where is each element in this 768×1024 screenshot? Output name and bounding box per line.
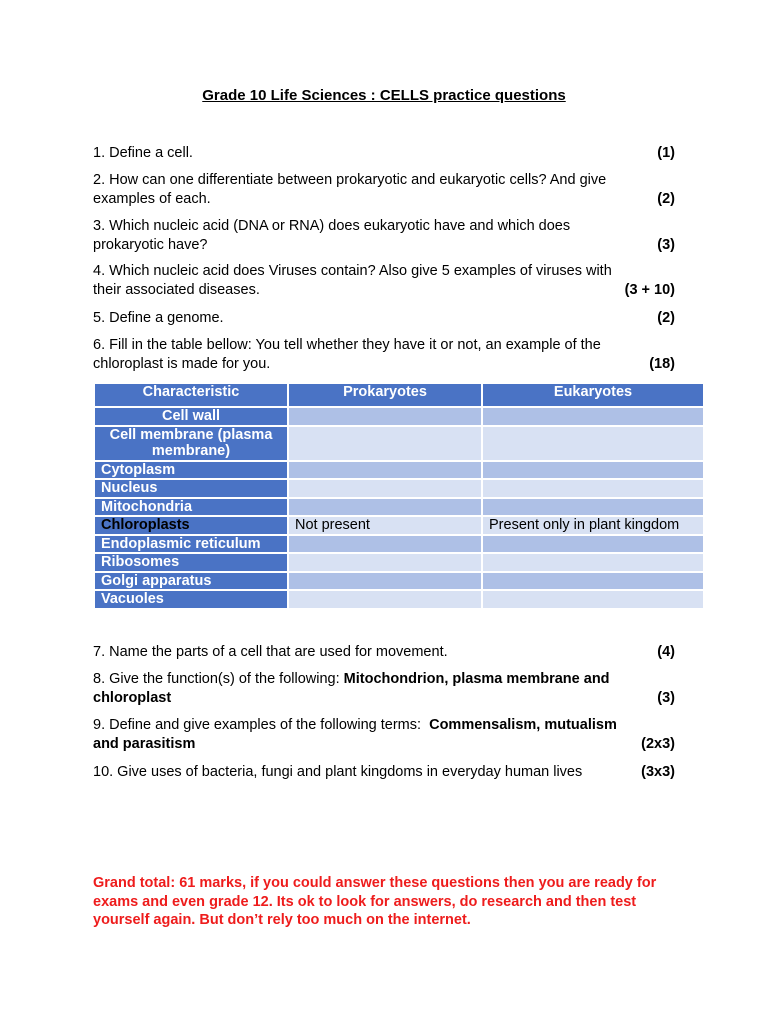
eukaryotes-cell[interactable]: [483, 408, 703, 425]
question-text: prokaryotic have?: [93, 236, 208, 253]
table-row: [95, 499, 703, 516]
eukaryotes-cell[interactable]: [483, 427, 703, 460]
question-text: 5. Define a genome.: [93, 310, 224, 326]
row-label: Mitochondria: [95, 499, 287, 516]
row-label: Chloroplasts: [95, 517, 287, 534]
row-label: Ribosomes: [95, 554, 287, 571]
question-text: 8. Give the function(s) of the following:: [93, 671, 344, 687]
table-row: [95, 408, 703, 425]
eukaryotes-cell[interactable]: [483, 591, 703, 608]
eukaryotes-cell[interactable]: [483, 554, 703, 571]
prokaryotes-cell[interactable]: [289, 573, 481, 590]
prokaryotes-cell[interactable]: Not present: [289, 517, 481, 534]
row-label: Nucleus: [95, 480, 287, 497]
question-text: 9. Define and give examples of the following terms:: [93, 717, 430, 733]
question-marks: (3 + 10): [624, 281, 675, 298]
question-text: 6. Fill in the table bellow: You tell whether they have it or not, an example of the: [93, 337, 601, 353]
row-label: Cell membrane (plasma membrane): [95, 427, 287, 460]
question-marks: (3): [657, 236, 675, 253]
question-marks: (3): [657, 689, 675, 706]
eukaryotes-cell[interactable]: [483, 499, 703, 516]
prokaryotes-cell[interactable]: [289, 499, 481, 516]
table-row: [95, 462, 703, 479]
question-8: [93, 670, 675, 707]
question-text: 7. Name the parts of a cell that are used for movement.: [93, 644, 448, 660]
question-text: 1. Define a cell.: [93, 145, 193, 161]
eukaryotes-cell[interactable]: [483, 462, 703, 479]
question-7: [93, 643, 675, 662]
column-header: Prokaryotes: [289, 384, 481, 406]
table-row: [95, 536, 703, 553]
question-bold-terms: Commensalism, mutualism: [429, 717, 617, 733]
grand-total-note: Grand total: 61 marks, if you could answer these questions then you are ready for exams and even grade 12. Its ok to look for answers, do research and then test yourself again. But don’t rely too much on the internet.: [93, 875, 657, 928]
prokaryotes-cell[interactable]: [289, 554, 481, 571]
table-row: [95, 591, 703, 608]
prokaryotes-cell[interactable]: [289, 536, 481, 553]
prokaryotes-cell[interactable]: [289, 591, 481, 608]
question-marks: (1): [657, 145, 675, 161]
question-marks: (3x3): [641, 764, 675, 780]
question-5: [93, 309, 675, 328]
table-header-row: [95, 384, 703, 406]
table-row: [95, 554, 703, 571]
question-text: 4. Which nucleic acid does Viruses contain? Also give 5 examples of viruses with: [93, 263, 612, 279]
question-marks: (2x3): [641, 735, 675, 752]
question-text: chloroplast is made for you.: [93, 355, 271, 372]
table-row: [95, 427, 703, 460]
eukaryotes-cell[interactable]: Present only in plant kingdom: [483, 517, 703, 534]
prokaryotes-cell[interactable]: [289, 462, 481, 479]
question-3: [93, 217, 675, 254]
table-row: [95, 517, 703, 534]
prokaryotes-cell[interactable]: [289, 408, 481, 425]
prokaryotes-cell[interactable]: [289, 480, 481, 497]
question-text: 10. Give uses of bacteria, fungi and plant kingdoms in everyday human lives: [93, 764, 583, 780]
table-row: [95, 573, 703, 590]
question-marks: (4): [657, 644, 675, 660]
characteristics-table: [93, 382, 705, 610]
table-row: [95, 480, 703, 497]
question-marks: (18): [649, 355, 675, 372]
question-bold-terms: chloroplast: [93, 689, 172, 706]
row-label: Cytoplasm: [95, 462, 287, 479]
row-label: Cell wall: [95, 408, 287, 425]
eukaryotes-cell[interactable]: [483, 573, 703, 590]
prokaryotes-cell[interactable]: [289, 427, 481, 460]
question-1: [93, 144, 675, 163]
row-label: Golgi apparatus: [95, 573, 287, 590]
column-header: Characteristic: [95, 384, 287, 406]
question-bold-terms: Mitochondrion, plasma membrane and: [343, 671, 610, 687]
question-text: 3. Which nucleic acid (DNA or RNA) does eukaryotic have and which does: [93, 218, 571, 234]
eukaryotes-cell[interactable]: [483, 480, 703, 497]
question-text: examples of each.: [93, 190, 211, 207]
question-4: [93, 262, 675, 299]
question-10: [93, 763, 675, 782]
question-6: [93, 336, 675, 373]
row-label: Vacuoles: [95, 591, 287, 608]
column-header: Eukaryotes: [483, 384, 703, 406]
question-text: their associated diseases.: [93, 281, 260, 298]
question-marks: (2): [657, 190, 675, 207]
row-label: Endoplasmic reticulum: [95, 536, 287, 553]
question-bold-terms: and parasitism: [93, 735, 196, 752]
eukaryotes-cell[interactable]: [483, 536, 703, 553]
question-9: [93, 716, 675, 753]
question-text: 2. How can one differentiate between prokaryotic and eukaryotic cells? And give: [93, 172, 607, 188]
question-marks: (2): [657, 310, 675, 326]
page-title: Grade 10 Life Sciences : CELLS practice questions: [202, 87, 566, 104]
question-2: [93, 171, 675, 208]
